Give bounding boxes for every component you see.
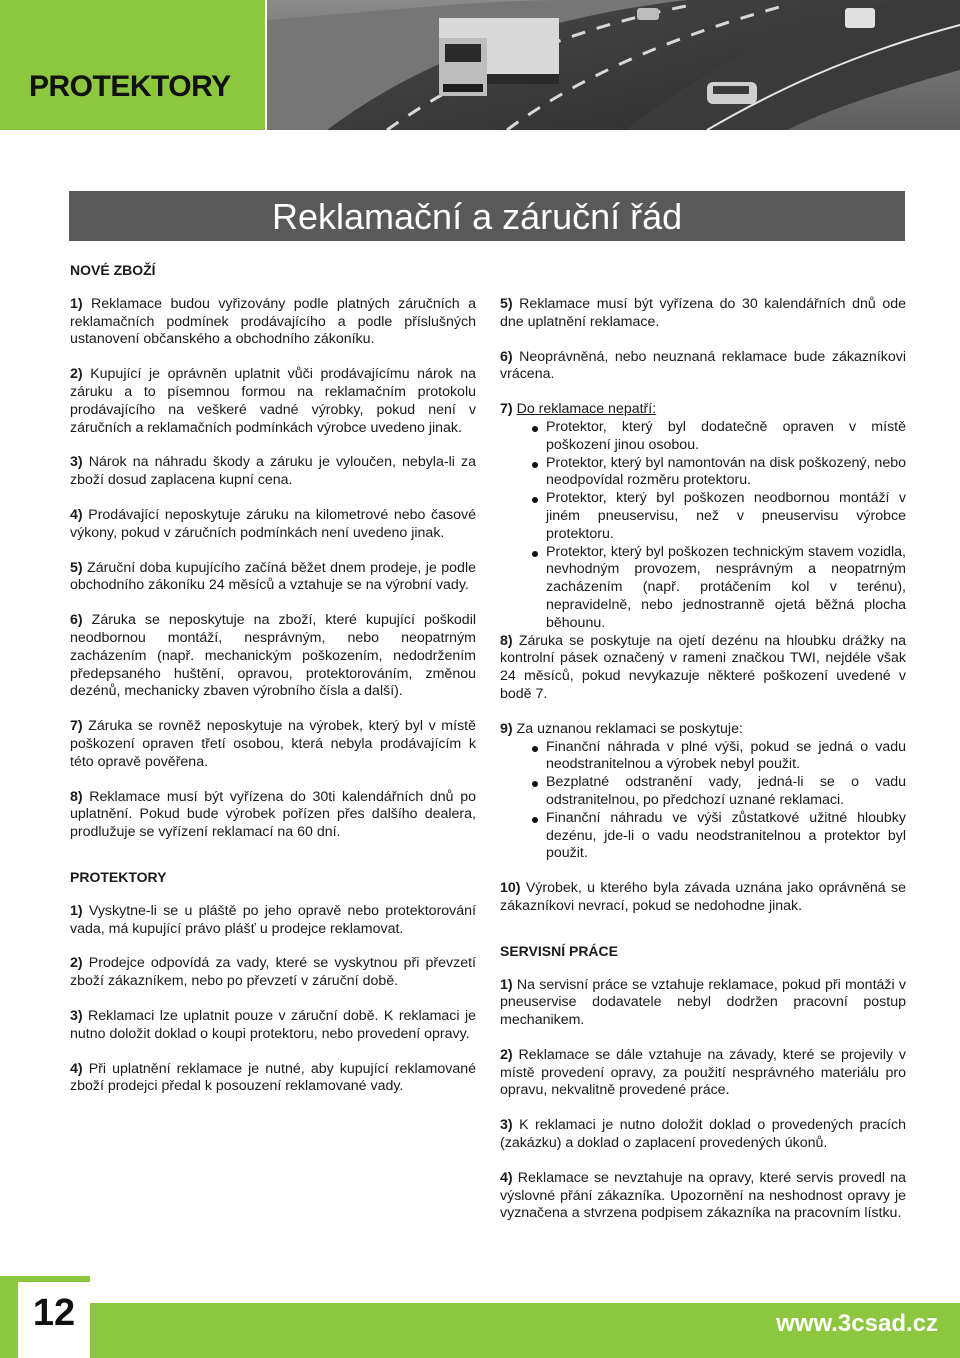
list-item: Finanční náhrada v plné výši, pokud se jedná o vadu neodstranitelnou a výrobek nebyl použit. — [500, 739, 906, 775]
paragraph: 2) Prodejce odpovídá za vady, které se vyskytnou při převzetí zboží zákazníkem, nebo po převzetí v záruční době. — [70, 955, 476, 990]
website-link[interactable]: www.3csad.cz — [776, 1310, 938, 1337]
paragraph: 4) Reklamace se nevztahuje na opravy, které servis provedl na výslovné přání zákazníka. Upozornění na neshodnost opravy je vyznačena a stvrzena podpisem zákazníka na pracovním lístku. — [500, 1169, 906, 1222]
paragraph: 5) Záruční doba kupujícího začíná běžet dnem prodeje, je podle obchodního zákoníku 24 měsíců a vztahuje se na výrobní vady. — [70, 559, 476, 594]
bullet-icon — [532, 746, 538, 752]
paragraph: 3) K reklamaci je nutno doložit doklad o provedených pracích (zakázku) a doklad o zaplacení provedených úkonů. — [500, 1117, 906, 1152]
list-item: Protektor, který byl dodatečně opraven v místě poškození jinou osobou. — [500, 419, 906, 455]
paragraph: 2) Reklamace se dále vztahuje na závady, které se projevily v místě provedení opravy, za použití nesprávného materiálu pro opravu, nekvalitně provedené práce. — [500, 1046, 906, 1099]
paragraph: 1) Vyskytne-li se u pláště po jeho opravě nebo protektorování vada, má kupující právo plášť u prodejce reklamovat. — [70, 902, 476, 937]
paragraph: 8) Záruka se poskytuje na ojetí dezénu na hloubku drážky na kontrolní pásek označený v rameni značkou TWI, nejdéle však 24 měsíců, pokud nevykazuje některé poškození uvedené v bodě 7. — [500, 632, 906, 702]
brand-title: PROTEKTORY — [29, 70, 231, 103]
bullet-icon — [532, 817, 538, 823]
section-heading-protektory: PROTEKTORY — [70, 868, 167, 885]
footer-band — [90, 1303, 960, 1358]
list-item: Protektor, který byl namontován na disk poškozený, nebo neodpovídal rozměru protektoru. — [500, 455, 906, 491]
paragraph: 7) Záruka se rovněž neposkytuje na výrobek, který byl v místě poškození opraven třetí osobou, která nebyla prodávajícím k této opravě pověřena. — [70, 718, 476, 770]
right-column — [500, 296, 906, 1223]
paragraph: 5) Reklamace musí být vyřízena do 30 kalendářních dnů ode dne uplatnění reklamace. — [500, 296, 906, 330]
paragraph-exclusions: 7) Do reklamace nepatří: — [500, 401, 657, 418]
section-heading-service: SERVISNÍ PRÁCE — [500, 942, 618, 959]
hero-image — [267, 0, 960, 130]
paragraph: 2) Kupující je oprávněn uplatnit vůči prodávajícímu nárok na záruku a to písemnou formou na reklamačním protokolu prodávajícího na veškeré vadné výrobky, pokud není v záručních a reklamačních podmínkách výrobce uvedeno jinak. — [70, 366, 476, 436]
paragraph: 1) Na servisní práce se vztahuje reklamace, pokud při montáži v pneuservise dodavatele nebyl dodržen pracovní postup mechanikem. — [500, 976, 906, 1029]
page-number: 12 — [32, 1292, 76, 1334]
bullet-icon — [532, 426, 538, 432]
paragraph: 1) Reklamace budou vyřizovány podle platných záručních a reklamačních podmínek prodávajícího a podle příslušných ustanovení občanského a obchodního zákoníku. — [70, 295, 476, 348]
page-title: Reklamační a záruční řád — [272, 196, 683, 237]
paragraph: 4) Prodávající neposkytuje záruku na kilometrové nebo časové výkony, pokud v záručních podmínkách není uvedeno jinak. — [70, 506, 476, 541]
highway-photo-illustration — [267, 0, 960, 130]
list-item: Protektor, který byl poškozen neodbornou montáží v jiném pneuservisu, než v pneuservisu výrobce protektoru. — [500, 490, 906, 543]
paragraph: 10) Výrobek, u kterého byla závada uznána jako oprávněná se zákazníkovi nevrací, pokud se nedohodne jinak. — [500, 880, 906, 914]
paragraph: 6) Záruka se neposkytuje na zboží, které kupující poškodil neodbornou montáží, nesprávným, nebo neopatrným zacházením (např. mechanickým poškozením, nedodržením předepsaného huštění, opravou, protektorováním, změnou dezénů, mechanicky zbaven výrobního čísla a další). — [70, 612, 476, 700]
list-item: Finanční náhradu ve výši zůstatkové užitné hloubky dezénu, jde-li o vadu neodstranitelnou a protektor byl použit. — [500, 810, 906, 863]
title-banner — [69, 191, 905, 241]
paragraph: 6) Neoprávněná, nebo neuznaná reklamace bude zákazníkovi vrácena. — [500, 348, 906, 383]
paragraph: 3) Nárok na náhradu škody a záruku je vyloučen, nebyla-li za zboží dosud zaplacena kupní cena. — [70, 454, 476, 489]
paragraph: 8) Reklamace musí být vyřízena do 30ti kalendářních dnů po uplatnění. Pokud bude výrobek pořízen přes dalšího dealera, prodlužuje se vyřízení reklamací na 60 dní. — [70, 788, 476, 841]
brand-panel — [0, 0, 265, 130]
paragraph: 3) Reklamaci lze uplatnit pouze v záruční době. K reklamaci je nutno doložit doklad o koupi protektoru, nebo provedení opravy. — [70, 1007, 476, 1042]
bullet-icon — [532, 462, 538, 468]
list-item: Protektor, který byl poškozen technickým stavem vozidla, nevhodným provozem, nesprávným a neopatrným zacházením (např. protáčením kol v terénu), nepravidelně, nebo jednostranně ojetá běžná plocha běhounu. — [500, 544, 906, 633]
bullet-icon — [532, 551, 538, 557]
page-number-box — [0, 1276, 90, 1358]
section-heading-new-goods: NOVÉ ZBOŽÍ — [70, 262, 156, 278]
paragraph: 4) Při uplatnění reklamace je nutné, aby kupující reklamované zboží prodejci předal k posouzení reklamované vady. — [70, 1060, 476, 1095]
left-column — [70, 262, 476, 1096]
paragraph-accepted: 9) Za uznanou reklamaci se poskytuje: — [500, 720, 743, 737]
list-item: Bezplatné odstranění vady, jedná-li se o vadu odstranitelnou, po předchozí uznané reklamaci. — [500, 774, 906, 810]
